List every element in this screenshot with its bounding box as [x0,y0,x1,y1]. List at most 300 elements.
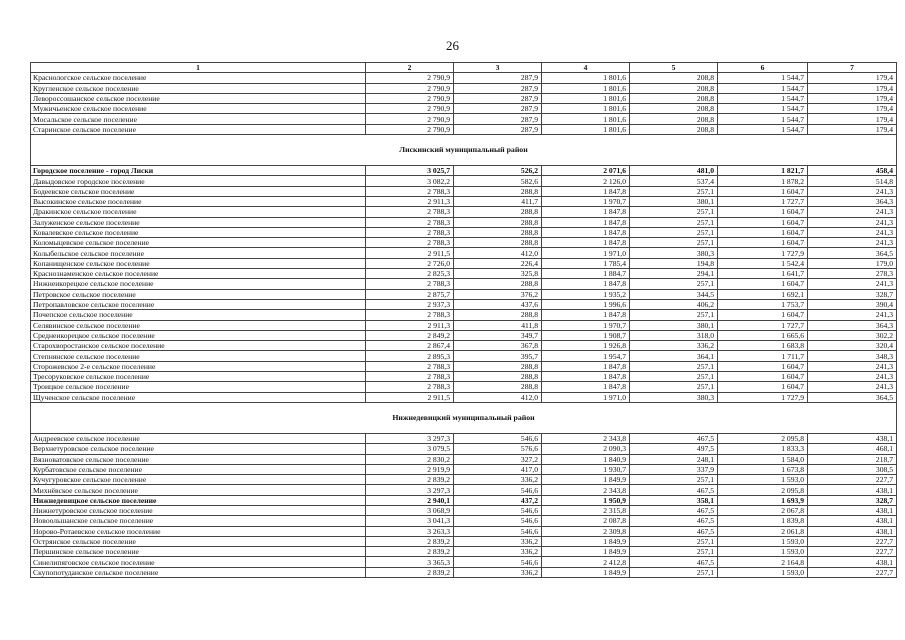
value-cell: 1 604,7 [718,382,808,392]
settlement-name: Краснологское сельское поселение [31,73,366,83]
value-cell: 1 849,9 [542,536,630,546]
value-cell: 437,6 [454,299,542,309]
value-cell: 288,8 [454,207,542,217]
value-cell: 1 950,9 [542,495,630,505]
value-cell: 364,3 [808,320,897,330]
settlement-name: Щученское сельское поселение [31,392,366,402]
value-cell: 2 790,9 [366,104,454,114]
value-cell: 1 544,7 [718,93,808,103]
table-row [31,196,897,206]
value-cell: 2 790,9 [366,114,454,124]
table-row [31,258,897,268]
settlement-name: Мужичьенское сельское поселение [31,104,366,114]
value-cell: 467,5 [630,557,718,567]
value-cell: 1 692,1 [718,289,808,299]
table-row [31,299,897,309]
value-cell: 1 673,8 [718,464,808,474]
value-cell: 367,8 [454,341,542,351]
table-row [31,217,897,227]
table-row [31,248,897,258]
value-cell: 227,7 [808,547,897,557]
value-cell: 514,8 [808,176,897,186]
page-number: 26 [446,38,459,53]
settlement-name: Кучугуровское сельское поселение [31,475,366,485]
value-cell: 1 727,9 [718,248,808,258]
value-cell: 3 025,7 [366,166,454,176]
settlement-name: Давыдовское городское поселение [31,176,366,186]
settlement-name: Курбатовское сельское поселение [31,464,366,474]
value-cell: 3 297,3 [366,433,454,443]
value-cell: 288,8 [454,361,542,371]
table-row [31,166,897,176]
value-cell: 1 801,6 [542,104,630,114]
value-cell: 468,1 [808,444,897,454]
value-cell: 2 788,3 [366,186,454,196]
value-cell: 2 839,2 [366,547,454,557]
column-number-row [31,63,897,73]
value-cell: 2 788,3 [366,310,454,320]
value-cell: 1 753,7 [718,299,808,309]
section-header-row [31,402,897,433]
value-cell: 438,1 [808,526,897,536]
value-cell: 2 895,3 [366,351,454,361]
settlement-name: Норово-Ротаевское сельское поселение [31,526,366,536]
table-row [31,433,897,443]
value-cell: 1 693,9 [718,495,808,505]
value-cell: 582,6 [454,176,542,186]
settlement-name: Краснознаменское сельское поселение [31,269,366,279]
value-cell: 179,4 [808,114,897,124]
value-cell: 1 604,7 [718,372,808,382]
value-cell: 287,9 [454,114,542,124]
value-cell: 179,4 [808,83,897,93]
value-cell: 179,4 [808,93,897,103]
value-cell: 3 365,3 [366,557,454,567]
value-cell: 3 079,5 [366,444,454,454]
settlement-name: Городское поселение - город Лиски [31,166,366,176]
value-cell: 1 849,9 [542,547,630,557]
value-cell: 2 919,9 [366,464,454,474]
value-cell: 2 911,3 [366,320,454,330]
settlement-name: Петропавловское сельское поселение [31,299,366,309]
value-cell: 241,3 [808,227,897,237]
value-cell: 257,1 [630,227,718,237]
value-cell: 179,0 [808,258,897,268]
value-cell: 2 790,9 [366,83,454,93]
value-cell: 1 727,7 [718,320,808,330]
value-cell: 2 061,8 [718,526,808,536]
settlement-name: Ковалевское сельское поселение [31,227,366,237]
value-cell: 1 604,7 [718,361,808,371]
value-cell: 248,1 [630,454,718,464]
table-row [31,361,897,371]
table-row [31,93,897,103]
settlement-name: Андреевское сельское поселение [31,433,366,443]
settlement-name: Новоольшанское сельское поселение [31,516,366,526]
value-cell: 467,5 [630,485,718,495]
value-cell: 336,2 [454,567,542,577]
settlement-name: Сторожевское 2-е сельское поселение [31,361,366,371]
value-cell: 412,0 [454,392,542,402]
value-cell: 320,4 [808,341,897,351]
value-cell: 328,7 [808,289,897,299]
value-cell: 218,7 [808,454,897,464]
table-row [31,341,897,351]
value-cell: 3 082,2 [366,176,454,186]
value-cell: 2 788,3 [366,372,454,382]
settlement-name: Верхнетуровское сельское поселение [31,444,366,454]
value-cell: 412,0 [454,248,542,258]
value-cell: 241,3 [808,361,897,371]
table-row [31,238,897,248]
table-row [31,505,897,515]
column-header: 3 [454,63,542,73]
value-cell: 546,6 [454,557,542,567]
value-cell: 438,1 [808,433,897,443]
value-cell: 325,8 [454,269,542,279]
value-cell: 537,4 [630,176,718,186]
value-cell: 1 847,8 [542,279,630,289]
value-cell: 1 544,7 [718,73,808,83]
value-cell: 2 790,9 [366,124,454,134]
table-row [31,279,897,289]
value-cell: 2 788,3 [366,227,454,237]
value-cell: 1 604,7 [718,217,808,227]
settlement-name: Старохворостанское сельское поселение [31,341,366,351]
value-cell: 3 297,3 [366,485,454,495]
value-cell: 257,1 [630,279,718,289]
table-row [31,557,897,567]
value-cell: 2 126,0 [542,176,630,186]
column-header: 1 [31,63,366,73]
value-cell: 2 343,8 [542,485,630,495]
value-cell: 241,3 [808,207,897,217]
value-cell: 1 711,7 [718,351,808,361]
value-cell: 179,4 [808,104,897,114]
district-title: Нижнедевицкий муниципальный район [31,402,897,433]
value-cell: 278,3 [808,269,897,279]
table-row [31,495,897,505]
table-row [31,83,897,93]
value-cell: 3 263,3 [366,526,454,536]
settlement-name: Острянское сельское поселение [31,536,366,546]
table-row [31,547,897,557]
value-cell: 364,5 [808,392,897,402]
settlement-name: Нижнеикорецкое сельское поселение [31,279,366,289]
table-row [31,567,897,577]
value-cell: 395,7 [454,351,542,361]
value-cell: 2 726,0 [366,258,454,268]
value-cell: 257,1 [630,536,718,546]
table-row [31,382,897,392]
settlement-name: Степнянское сельское поселение [31,351,366,361]
value-cell: 1 801,6 [542,83,630,93]
value-cell: 288,8 [454,372,542,382]
settlement-name: Высокинское сельское поселение [31,196,366,206]
value-cell: 358,1 [630,495,718,505]
value-cell: 1 593,0 [718,475,808,485]
value-cell: 257,1 [630,475,718,485]
value-cell: 288,8 [454,217,542,227]
settlement-name: Старинское сельское поселение [31,124,366,134]
value-cell: 288,8 [454,227,542,237]
value-cell: 1 847,8 [542,217,630,227]
value-cell: 364,3 [808,196,897,206]
value-cell: 1 801,6 [542,93,630,103]
value-cell: 288,8 [454,382,542,392]
value-cell: 1 604,7 [718,227,808,237]
table-row [31,536,897,546]
settlement-name: Нижнетуровское сельское поселение [31,505,366,515]
table-row [31,330,897,340]
table-row [31,516,897,526]
value-cell: 208,8 [630,124,718,134]
value-cell: 287,9 [454,104,542,114]
value-cell: 287,9 [454,93,542,103]
value-cell: 467,5 [630,526,718,536]
value-cell: 1 971,0 [542,248,630,258]
value-cell: 208,8 [630,73,718,83]
value-cell: 411,7 [454,196,542,206]
settlement-name: Нижнедевицкое сельское поселение [31,495,366,505]
table-row [31,475,897,485]
value-cell: 546,6 [454,485,542,495]
value-cell: 467,5 [630,433,718,443]
value-cell: 380,1 [630,320,718,330]
value-cell: 1 683,8 [718,341,808,351]
value-cell: 226,4 [454,258,542,268]
table-row [31,485,897,495]
value-cell: 2 839,2 [366,567,454,577]
settlement-name: Залуженское сельское поселение [31,217,366,227]
settlement-name: Кругленское сельское поселение [31,83,366,93]
value-cell: 288,8 [454,310,542,320]
value-cell: 302,2 [808,330,897,340]
value-cell: 1 847,8 [542,186,630,196]
value-cell: 327,2 [454,454,542,464]
value-cell: 241,3 [808,279,897,289]
value-cell: 1 847,8 [542,238,630,248]
value-cell: 208,8 [630,93,718,103]
table-row [31,186,897,196]
table-row [31,464,897,474]
value-cell: 458,4 [808,166,897,176]
settlement-name: Тресоруковское сельское поселение [31,372,366,382]
settlement-name: Михнёвское сельское поселение [31,485,366,495]
value-cell: 417,0 [454,464,542,474]
value-cell: 2 788,3 [366,279,454,289]
value-cell: 1 544,7 [718,104,808,114]
value-cell: 257,1 [630,567,718,577]
value-cell: 2 911,5 [366,248,454,258]
settlement-name: Колыбельское сельское поселение [31,248,366,258]
value-cell: 288,8 [454,279,542,289]
settlement-name: Петровское сельское поселение [31,289,366,299]
value-cell: 208,8 [630,83,718,93]
value-cell: 1 785,4 [542,258,630,268]
value-cell: 2 911,5 [366,392,454,402]
value-cell: 2 825,3 [366,269,454,279]
value-cell: 1 839,8 [718,516,808,526]
value-cell: 257,1 [630,310,718,320]
value-cell: 1 604,7 [718,238,808,248]
value-cell: 294,1 [630,269,718,279]
value-cell: 1 847,8 [542,310,630,320]
value-cell: 1 544,7 [718,114,808,124]
value-cell: 241,3 [808,372,897,382]
value-cell: 2 830,2 [366,454,454,464]
value-cell: 257,1 [630,361,718,371]
value-cell: 2 315,8 [542,505,630,515]
value-cell: 1 847,8 [542,372,630,382]
section-header-row [31,135,897,166]
value-cell: 2 839,2 [366,475,454,485]
value-cell: 349,7 [454,330,542,340]
table-row [31,351,897,361]
value-cell: 546,6 [454,433,542,443]
value-cell: 336,2 [454,475,542,485]
value-cell: 380,3 [630,248,718,258]
value-cell: 288,8 [454,238,542,248]
value-cell: 438,1 [808,505,897,515]
table-row [31,124,897,134]
value-cell: 2 849,2 [366,330,454,340]
value-cell: 2 071,6 [542,166,630,176]
settlement-name: Першинское сельское поселение [31,547,366,557]
value-cell: 1 593,0 [718,547,808,557]
table-row [31,320,897,330]
table-row [31,372,897,382]
value-cell: 2 867,4 [366,341,454,351]
settlement-name: Коломыцевское сельское поселение [31,238,366,248]
value-cell: 1 849,9 [542,567,630,577]
value-cell: 318,0 [630,330,718,340]
value-cell: 2 911,3 [366,196,454,206]
value-cell: 2 788,3 [366,238,454,248]
value-cell: 348,3 [808,351,897,361]
value-cell: 1 542,4 [718,258,808,268]
value-cell: 2 095,8 [718,485,808,495]
value-cell: 241,3 [808,238,897,248]
settlement-name: Селявинское сельское поселение [31,320,366,330]
value-cell: 2 940,1 [366,495,454,505]
value-cell: 257,1 [630,547,718,557]
value-cell: 1 801,6 [542,114,630,124]
value-cell: 2 788,3 [366,361,454,371]
table-row [31,310,897,320]
value-cell: 1 801,6 [542,73,630,83]
value-cell: 2 343,8 [542,433,630,443]
value-cell: 241,3 [808,186,897,196]
value-cell: 2 087,8 [542,516,630,526]
value-cell: 1 847,8 [542,382,630,392]
value-cell: 241,3 [808,382,897,392]
value-cell: 257,1 [630,382,718,392]
value-cell: 2 095,8 [718,433,808,443]
value-cell: 1 971,0 [542,392,630,402]
value-cell: 1 604,7 [718,207,808,217]
value-cell: 1 641,7 [718,269,808,279]
value-cell: 1 584,0 [718,454,808,464]
value-cell: 2 839,2 [366,536,454,546]
value-cell: 287,9 [454,83,542,93]
value-cell: 336,2 [454,547,542,557]
value-cell: 2 790,9 [366,93,454,103]
value-cell: 481,0 [630,166,718,176]
value-cell: 257,1 [630,207,718,217]
value-cell: 1 930,7 [542,464,630,474]
value-cell: 1 908,7 [542,330,630,340]
value-cell: 364,1 [630,351,718,361]
value-cell: 1 544,7 [718,124,808,134]
budget-table [30,62,897,578]
settlement-name: Среднеикорецкое сельское поселение [31,330,366,340]
value-cell: 1 884,7 [542,269,630,279]
table-row [31,289,897,299]
value-cell: 546,6 [454,505,542,515]
value-cell: 336,2 [454,536,542,546]
value-cell: 308,5 [808,464,897,474]
value-cell: 194,8 [630,258,718,268]
value-cell: 241,3 [808,217,897,227]
table-row [31,227,897,237]
settlement-name: Вязноватовское сельское поселение [31,454,366,464]
value-cell: 1 954,7 [542,351,630,361]
value-cell: 576,6 [454,444,542,454]
value-cell: 1 847,8 [542,207,630,217]
value-cell: 257,1 [630,186,718,196]
value-cell: 1 593,0 [718,567,808,577]
value-cell: 1 604,7 [718,186,808,196]
value-cell: 1 849,9 [542,475,630,485]
value-cell: 2 067,8 [718,505,808,515]
value-cell: 2 090,3 [542,444,630,454]
column-header: 4 [542,63,630,73]
value-cell: 2 875,7 [366,289,454,299]
table-body [31,73,897,578]
value-cell: 467,5 [630,505,718,515]
value-cell: 1 544,7 [718,83,808,93]
value-cell: 526,2 [454,166,542,176]
value-cell: 1 935,2 [542,289,630,299]
column-header: 6 [718,63,808,73]
value-cell: 467,5 [630,516,718,526]
value-cell: 376,2 [454,289,542,299]
value-cell: 227,7 [808,567,897,577]
value-cell: 2 164,8 [718,557,808,567]
value-cell: 2 937,3 [366,299,454,309]
value-cell: 380,3 [630,392,718,402]
value-cell: 438,1 [808,485,897,495]
value-cell: 179,4 [808,73,897,83]
value-cell: 546,6 [454,526,542,536]
value-cell: 2 788,3 [366,207,454,217]
value-cell: 208,8 [630,104,718,114]
value-cell: 3 041,3 [366,516,454,526]
table-row [31,444,897,454]
value-cell: 2 788,3 [366,382,454,392]
settlement-name: Бодеевское сельское поселение [31,186,366,196]
value-cell: 1 593,0 [718,536,808,546]
table-row [31,104,897,114]
table-row [31,73,897,83]
value-cell: 257,1 [630,217,718,227]
settlement-name: Синелипяговское сельское поселение [31,557,366,567]
value-cell: 287,9 [454,73,542,83]
settlement-name: Скупопотуданское сельское поселение [31,567,366,577]
value-cell: 3 068,9 [366,505,454,515]
table-row [31,454,897,464]
